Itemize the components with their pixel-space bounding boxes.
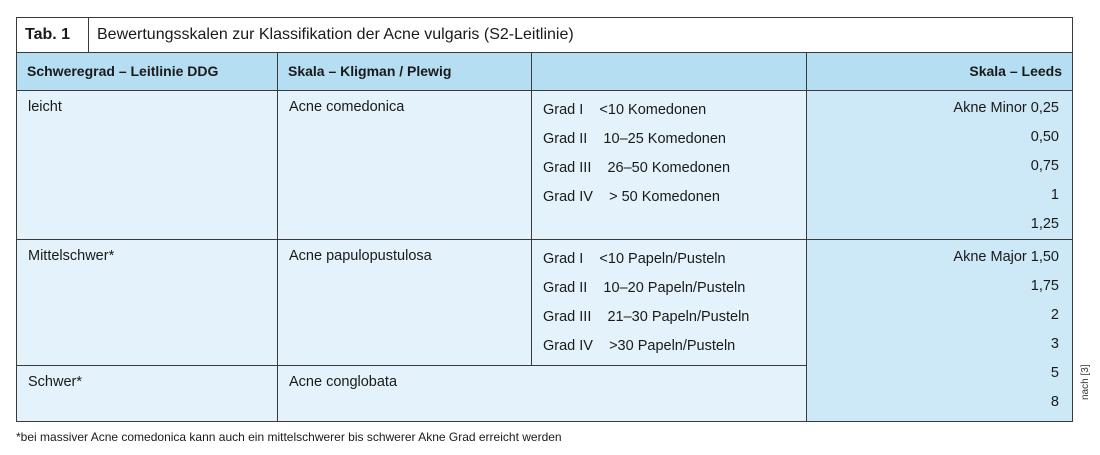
- cell-grades-comedonica: [532, 91, 807, 240]
- leeds-value: 5: [1050, 365, 1059, 381]
- cell-type-conglobata: Acne conglobata: [278, 366, 807, 421]
- header-leeds: Skala – Leeds: [807, 53, 1072, 91]
- table-frame: [16, 17, 1073, 422]
- table-footnote: *bei massiver Acne comedonica kann auch ein mittelschwerer bis schwerer Akne Grad erreicht werden: [16, 430, 562, 444]
- leeds-value: Akne Minor 0,25: [953, 100, 1059, 116]
- leeds-value: 0,75: [1030, 158, 1059, 174]
- table-title: Bewertungsskalen zur Klassifikation der Acne vulgaris (S2-Leitlinie): [97, 26, 574, 43]
- grade-line: Grad III 26–50 Komedonen: [543, 160, 731, 176]
- grade-line: Grad IV >30 Papeln/Pusteln: [543, 338, 736, 354]
- leeds-value: 2: [1050, 307, 1059, 323]
- cell-severity-severe: Schwer*: [17, 366, 278, 421]
- leeds-value: 1,75: [1030, 278, 1059, 294]
- cell-leeds-major: [807, 240, 1072, 421]
- leeds-value: 1,25: [1030, 216, 1059, 232]
- leeds-value: 8: [1050, 394, 1059, 410]
- header-severity: Schweregrad – Leitlinie DDG: [17, 53, 278, 91]
- grade-line: Grad II 10–25 Komedonen: [543, 131, 726, 147]
- leeds-value: Akne Major 1,50: [953, 249, 1059, 265]
- leeds-value: 3: [1050, 336, 1059, 352]
- grade-line: Grad III 21–30 Papeln/Pusteln: [543, 309, 750, 325]
- cell-type-comedonica: Acne comedonica: [278, 91, 532, 240]
- grade-line: Grad IV > 50 Komedonen: [543, 189, 720, 205]
- header-grades: [532, 53, 807, 91]
- grade-line: Grad I <10 Papeln/Pusteln: [543, 251, 726, 267]
- table-number: Tab. 1: [17, 18, 89, 52]
- leeds-value: 1: [1050, 187, 1059, 203]
- header-kligman: Skala – Kligman / Plewig: [278, 53, 532, 91]
- cell-leeds-minor: [807, 91, 1072, 240]
- grade-line: Grad II 10–20 Papeln/Pusteln: [543, 280, 746, 296]
- leeds-value: 0,50: [1030, 129, 1059, 145]
- grade-line: Grad I <10 Komedonen: [543, 102, 707, 118]
- source-note: nach [3]: [1080, 364, 1091, 400]
- cell-grades-papulopustulosa: [532, 240, 807, 366]
- cell-type-papulopustulosa: Acne papulopustulosa: [278, 240, 532, 366]
- table-title-row: [17, 18, 1072, 53]
- cell-severity-moderate: Mittelschwer*: [17, 240, 278, 366]
- cell-severity-mild: leicht: [17, 91, 278, 240]
